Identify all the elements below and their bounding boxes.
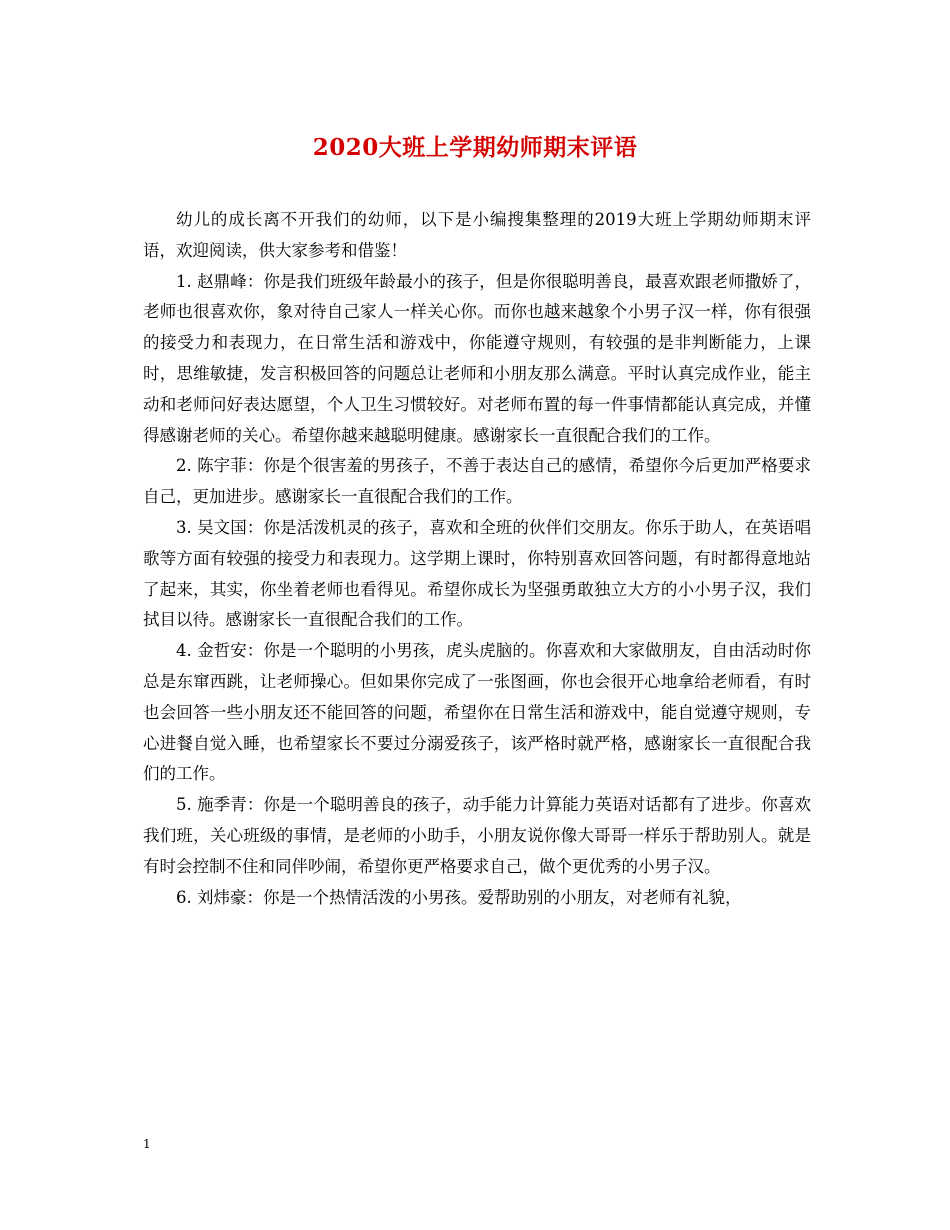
comment-paragraph-5: 5. 施季青：你是一个聪明善良的孩子，动手能力计算能力英语对话都有了进步。你喜欢我们班，关心班级的事情，是老师的小助手，小朋友说你像大哥哥一样乐于帮助别人。就是有时会控制不住和同伴吵闹，希望你更严格要求自己，做个更优秀的小男子汉。 [143,795,811,876]
document-title: 2020大班上学期幼师期末评语 [312,134,638,161]
page-number: 1 [143,1137,151,1151]
intro-paragraph: 幼儿的成长离不开我们的幼师，以下是小编搜集整理的2019大班上学期幼师期末评语，欢迎阅读，供大家参考和借鉴！ [143,210,811,260]
comment-paragraph-4: 4. 金哲安：你是一个聪明的小男孩，虎头虎脑的。你喜欢和大家做朋友，自由活动时你总是东窜西跳，让老师操心。但如果你完成了一张图画，你也会很开心地拿给老师看，有时也会回答一些小朋友还不能回答的问题，希望你在日常生活和游戏中，能自觉遵守规则，专心进餐自觉入睡，也希望家长不要过分溺爱孩子，该严格时就严格，感谢家长一直很配合我们的工作。 [143,641,811,784]
comment-paragraph-1: 1. 赵鼎峰：你是我们班级年龄最小的孩子，但是你很聪明善良，最喜欢跟老师撒娇了，老师也很喜欢你，象对待自己家人一样关心你。而你也越来越象个小男子汉一样，你有很强的接受力和表现力，在日常生活和游戏中，你能遵守规则，有较强的是非判断能力，上课时，思维敏捷，发言积极回答的问题总让老师和小朋友那么满意。平时认真完成作业，能主动和老师问好表达愿望，个人卫生习惯较好。对老师布置的每一件事情都能认真完成，并懂得感谢老师的关心。希望你越来越聪明健康。感谢家长一直很配合我们的工作。 [143,271,811,445]
comment-paragraph-6: 6. 刘炜豪：你是一个热情活泼的小男孩。爱帮助别的小朋友，对老师有礼貌， [176,887,742,907]
comment-paragraph-2: 2. 陈宇菲：你是个很害羞的男孩子，不善于表达自己的感情，希望你今后更加严格要求自己，更加进步。感谢家长一直很配合我们的工作。 [143,456,811,507]
comment-paragraph-3: 3. 吴文国：你是活泼机灵的孩子，喜欢和全班的伙伴们交朋友。你乐于助人，在英语唱歌等方面有较强的接受力和表现力。这学期上课时，你特别喜欢回答问题，有时都得意地站了起来，其实，你坐着老师也看得见。希望你成长为坚强勇敢独立大方的小小男子汉，我们拭目以待。感谢家长一直很配合我们的工作。 [143,517,811,630]
document-body [143,205,811,913]
